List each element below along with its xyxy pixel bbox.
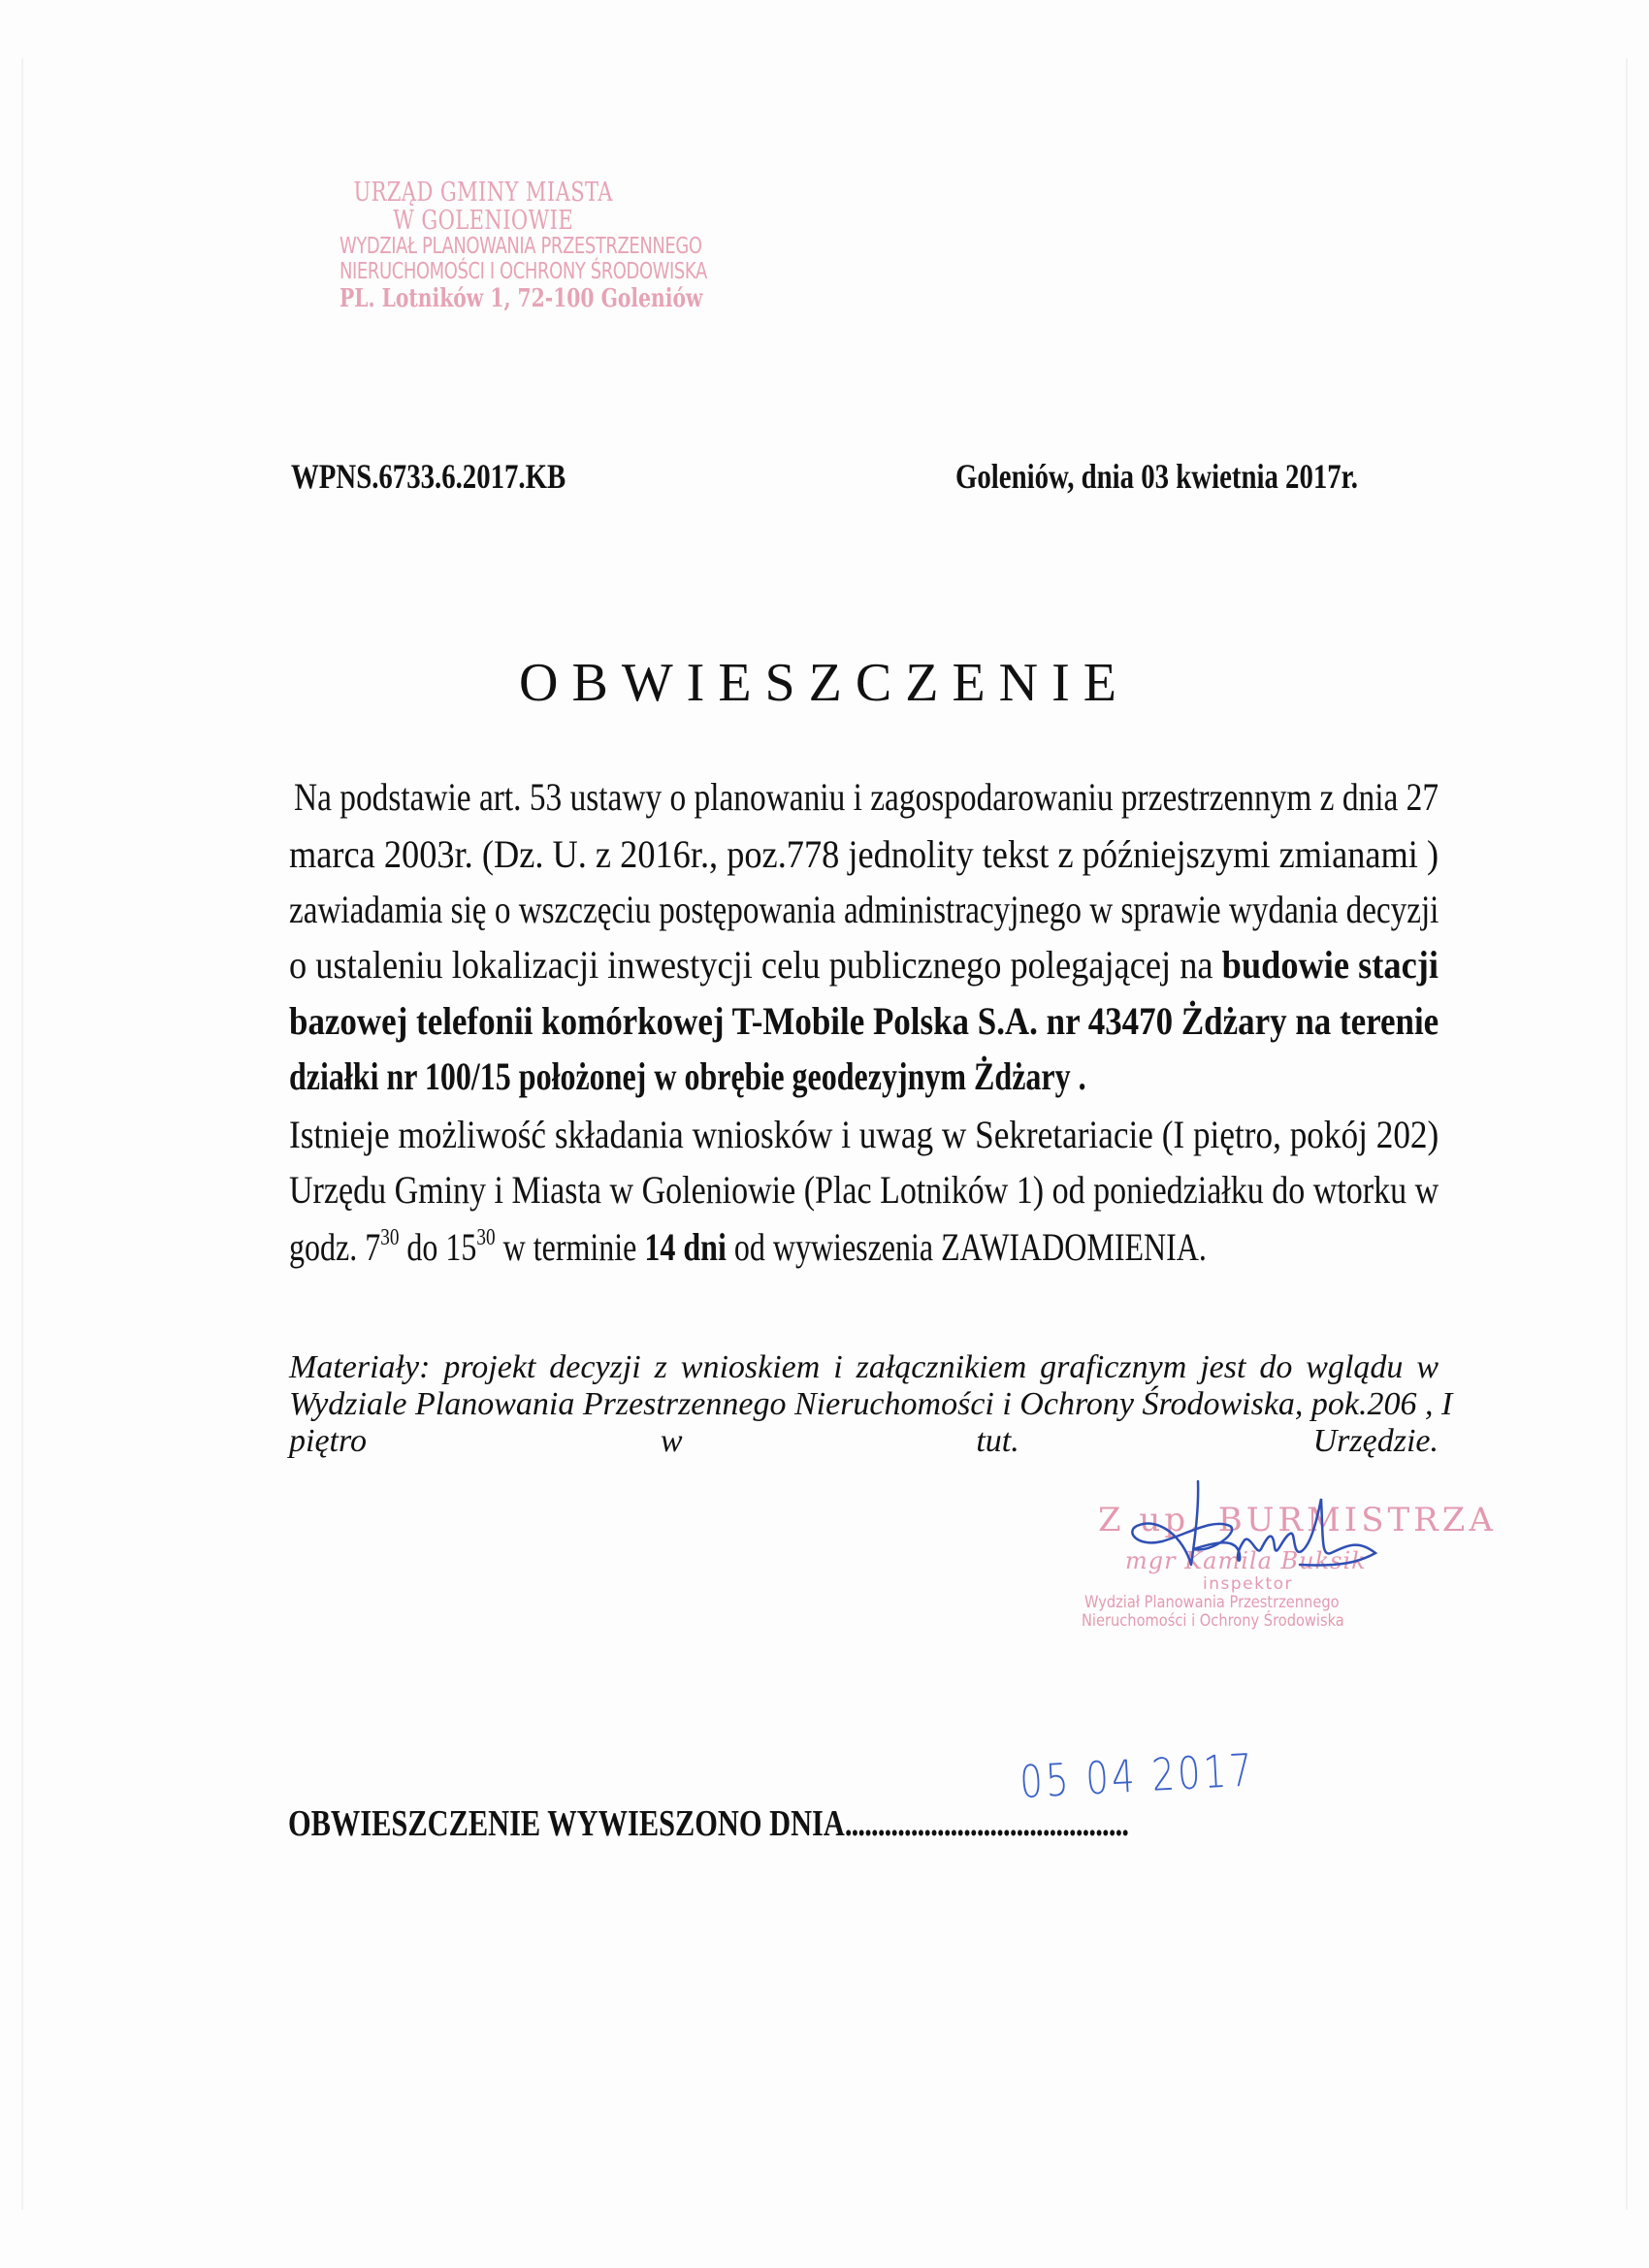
signature-authority: Z up. BURMISTRZA xyxy=(1098,1501,1497,1539)
stamp-line-3: WYDZIAŁ PLANOWANIA PRZESTRZENNEGO xyxy=(340,234,702,259)
signatory-position: inspektor xyxy=(1203,1574,1294,1594)
scan-edge-right xyxy=(1626,58,1628,2210)
handwritten-posting-date: 05 04 2017 xyxy=(1018,1743,1257,1808)
place-and-date: Goleniów, dnia 03 kwietnia 2017r. xyxy=(955,457,1358,496)
body-line-4-bold: budowie stacji xyxy=(1221,943,1439,987)
body-line-6 xyxy=(289,1054,1439,1098)
scan-edge-left xyxy=(21,58,23,2210)
materials-line-3: piętro w tut. Urzędzie. xyxy=(289,1423,1439,1459)
term-days: 14 dni xyxy=(644,1225,727,1269)
body-line-3: zawiadamia się o wszczęciu postępowania administracyjnego w sprawie wydania decyzji xyxy=(289,888,1439,931)
signatory-department-1: Wydział Planowania Przestrzennego xyxy=(1084,1593,1340,1612)
term-label: w terminie xyxy=(495,1225,645,1269)
body-line-9 xyxy=(289,1225,1439,1269)
body-line-5 xyxy=(289,999,1439,1043)
reference-number: WPNS.6733.6.2017.KB xyxy=(291,457,566,496)
stamp-line-4: NIERUCHOMOŚCI I OCHRONY ŚRODOWISKA xyxy=(340,259,707,284)
body-line-6-bold: działki nr 100/15 położonej w obrębie geodezyjnym Żdżary . xyxy=(289,1054,1086,1098)
handwritten-signature-icon xyxy=(1067,1470,1436,1625)
body-line-2: marca 2003r. (Dz. U. z 2016r., poz.778 jednolity tekst z późniejszymi zmianami ) xyxy=(289,832,1439,876)
signatory-name: mgr Kamila Buksik xyxy=(1125,1547,1367,1574)
signatory-department-2: Nieruchomości i Ochrony Środowiska xyxy=(1082,1611,1344,1631)
body-line-7: Istnieje możliwość składania wniosków i uwag w Sekretariacie (I piętro, pokój 202) xyxy=(289,1113,1439,1156)
posting-label: OBWIESZCZENIE WYWIESZONO DNIA xyxy=(288,1803,845,1844)
body-line-8: Urzędu Gminy i Miasta w Goleniowie (Plac Lotników 1) od poniedziałku do wtorku w xyxy=(289,1168,1439,1212)
posting-dots: ........................................... xyxy=(844,1803,1129,1844)
body-line-1: Na podstawie art. 53 ustawy o planowaniu i zagospodarowaniu przestrzennym z dnia 27 xyxy=(294,775,1439,819)
stamp-line-5: PL. Lotników 1, 72-100 Goleniów xyxy=(340,284,703,313)
stamp-line-1: URZĄD GMINY MIASTA xyxy=(353,178,613,208)
stamp-line-2: W GOLENIOWIE xyxy=(393,206,574,236)
hours-end-minutes: 30 xyxy=(476,1225,496,1250)
body-line-4-text: o ustaleniu lokalizacji inwestycji celu publicznego polegającej na xyxy=(289,943,1213,987)
term-suffix: od wywieszenia ZAWIADOMIENIA. xyxy=(726,1225,1207,1269)
hours-start-minutes: 30 xyxy=(380,1225,400,1250)
office-stamp xyxy=(340,178,707,313)
signature-stamp xyxy=(1067,1470,1497,1631)
materials-line-2: Wydziale Planowania Przestrzennego Nieruchomości i Ochrony Środowiska, pok.206 , I xyxy=(289,1386,1453,1422)
document-title: OBWIESZCZENIE xyxy=(519,653,1130,713)
hours-end: do 15 xyxy=(399,1225,477,1269)
body-line-4 xyxy=(289,943,1439,987)
materials-line-1: Materiały: projekt decyzji z wnioskiem i załącznikiem graficznym jest do wglądu w xyxy=(289,1349,1439,1385)
posting-line xyxy=(288,1802,1128,1845)
hours-start: godz. 7 xyxy=(289,1225,381,1269)
body-line-5-bold: bazowej telefonii komórkowej T-Mobile Polska S.A. nr 43470 Żdżary na terenie xyxy=(289,999,1439,1043)
